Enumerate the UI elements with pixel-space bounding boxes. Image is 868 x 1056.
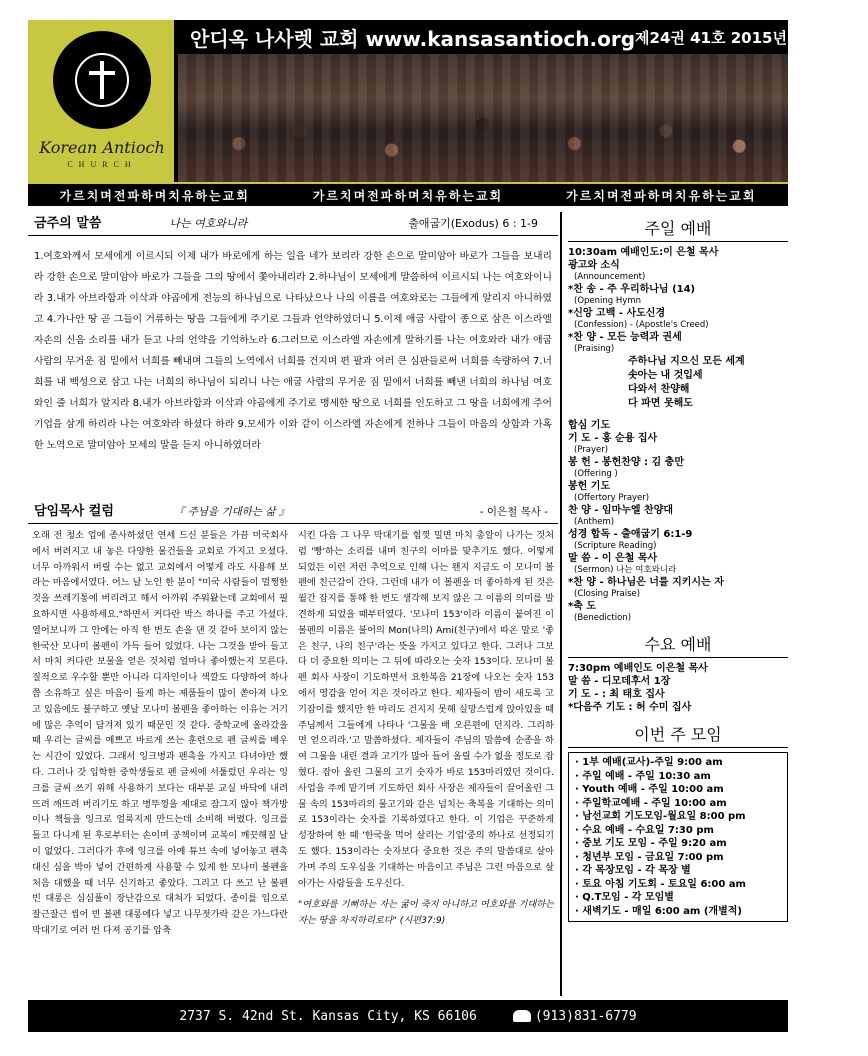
meeting-item: · Q.T모임 - 각 모임별	[575, 892, 674, 903]
column-text-right-wrap	[298, 528, 554, 939]
meeting-item: · 각 목장모임 - 각 목장 별	[575, 865, 691, 876]
worship-item-en: (Scripture Reading)	[574, 541, 657, 551]
column-subtitle: 『 주님을 기대하는 삶 』	[173, 506, 290, 518]
meeting-item: · Youth 예배 - 주일 10:00 am	[575, 784, 724, 795]
motto-3: 가르치며전파하며치유하는교회	[566, 188, 757, 203]
worship-item: 말 씀 - 이 은철 목사	[568, 553, 658, 564]
meeting-item: · 1부 예배(교사)-주일 9:00 am	[575, 757, 723, 768]
meeting-item: · 주일 예배 - 주일 10:30 am	[575, 770, 711, 782]
worship-item: *찬 송 - 주 우리하나님 (14)	[568, 284, 696, 295]
column-header	[28, 500, 558, 524]
praise-lyrics	[628, 355, 788, 411]
worship-item: 찬 양 - 임마누엘 찬양대	[568, 505, 674, 516]
worship-item-en: (Announcement)	[574, 272, 646, 282]
phone-icon	[513, 1010, 531, 1022]
header	[28, 20, 868, 182]
motto-1: 가르치며전파하며치유하는교회	[59, 188, 250, 203]
church-logo	[28, 20, 176, 182]
title-bar	[178, 20, 868, 54]
motto-bar	[28, 182, 788, 206]
scripture-subtitle: 나는 여호와니라	[169, 217, 248, 230]
worship-item-en: (Offertory Prayer)	[574, 493, 650, 503]
sunday-worship-title: 주일 예배	[568, 216, 788, 242]
praise-line: 주하나님 지으신 모든 세계	[628, 356, 745, 367]
wednesday-line: 7:30pm 예배인도 이은철 목사	[568, 663, 708, 674]
wednesday-lines	[568, 662, 788, 714]
meeting-item: · 토요 아침 기도회 - 토요일 6:00 am	[575, 878, 746, 890]
meetings-list	[568, 752, 788, 922]
worship-item-en: (Offering )	[574, 469, 618, 479]
worship-item: *찬 양 - 모든 능력과 권세	[568, 332, 682, 343]
scripture-header	[28, 212, 558, 236]
column-heading: 담임목사 컬럼	[34, 504, 114, 519]
worship-item-en: (Confession) - (Apostle's Creed)	[574, 320, 709, 330]
wednesday-line: *다음주 기도 : 허 수미 집사	[568, 702, 692, 713]
worship-item: *신앙 고백 - 사도신경	[568, 308, 666, 319]
issue-date: 제24권 41호 2015년 10월 11일	[635, 28, 868, 47]
motto-2: 가르치며전파하며치유하는교회	[312, 188, 504, 203]
congregation-photo	[178, 54, 788, 182]
worship-sermon: (Sermon) 나는 여호와니라	[574, 565, 677, 575]
column-text-left: 오래 전 청소 업에 종사하셨던 연세 드신 분들은 가끔 미국회사에서 버려지고 내 놓은 다양한 물건들을 교회로 가지고 오셨다. 너무 아까워서 버릴 수는 없고 교회에서 어떻게 라도 사용해 보라는 마음에서였다. 어느 날 노인 한 분이 "미국 사람들이 멀쩡한 것을 쓰레기통에 버리려고 해서 아까워 주워왔는데 교회에서 필요하시면 사용하세요."하면서 커다란 박스 하나를 주고 가셨다. 열어보니까 그 안에는 아직 한 번도 손을 댄 것 같아 보이지 않는 한국산 모나미 볼펜이 가득 들어 있었다. 나는 그것을 받아 들고서 마치 커다란 보물을 얻은 것처럼 얼마나 좋아했는지 모른다. 질적으로 우수할 뿐만 아니라 디자인이나 색깔도 다양하여 하나쯤 소유하고 싶은 마음이 들게 하는 제품들이 많이 쏟아져 나오고 있음에도 불구하고 옛날 모나미 볼펜을 좋아하는 이유는 거기에 많은 추억이 담겨져 있기 때문인 것 같다. 중학교에 올라갔을 때 우리는 글씨를 예쁘고 바르게 쓰는 훈련으로 펜 글씨를 배우는 시간이 있었다. 그래서 잉크병과 펜촉을 가지고 다녀야만 했다. 그러나 갓 입학한 중학생들로 펜 글씨에 서툴렀던 우리는 잉크를 글씨 쓰기 위해 사용하기 보다는 대부분 교실 바닥에 내려뜨려 깨뜨려 버리기도 하고 병뚜껑을 제대로 잠그지 않아 책가방이나 책들을 잉크로 얼룩지게 만드는데 소비해 버렸다. 잉크를 들고 다니게 된 후로부터는 손이며 공책이며 교복이 깨끗해질 날이 없었다. 그러다가 후에 잉크를 아예 튜브 속에 넣어놓고 펜촉대신 심을 박아 넣어 간편하게 사용할 수 있게 한 모나미 볼펜을 처음 대했을 때 너무 신기하고 좋았다. 그리고 다 쓰고 난 볼펜 빈 대롱은 심심풀이 장난감으로 대쳐가 되었다. 종이를 입으로 잘근잘근 씹어 빈 볼펜 대롱에다 넣고 나무젓가락 같은 가느다란 막대기로 여러 번 다져 공기를 압축	[32, 530, 288, 936]
praise-line: 솟아는 내 것입세	[628, 370, 703, 381]
footer	[28, 1000, 788, 1032]
meeting-item: · 중보 기도 모임 - 주일 9:20 am	[575, 838, 727, 849]
wednesday-line: 기 도 - : 최 태호 집사	[568, 689, 665, 700]
column-body	[28, 524, 558, 939]
bulletin-page	[28, 20, 868, 1040]
left-column	[28, 212, 558, 939]
meeting-item: · 주일학교예배 - 주일 10:00 am	[575, 797, 727, 809]
worship-item: 광고와 소식	[568, 260, 620, 271]
worship-item: 성경 합독 - 출애굽기 6:1-9	[568, 529, 693, 540]
worship-time: 10:30am 예배인도:이 은철 목사	[568, 247, 719, 258]
wednesday-worship-title: 수요 예배	[568, 632, 788, 658]
nazarene-seal-icon	[50, 28, 154, 132]
right-column	[560, 212, 788, 996]
meeting-item: · 청년부 모임 - 금요일 7:00 pm	[575, 851, 724, 863]
worship-item-en: (Prayer)	[574, 445, 609, 455]
church-address: 2737 S. 42nd St. Kansas City, KS 66106	[179, 1008, 477, 1024]
praising-label: (Praising)	[574, 344, 615, 354]
scripture-heading: 금주의 말씀	[34, 216, 102, 231]
worship-item-en: (Anthem)	[574, 517, 615, 527]
worship-item: 기 도 - 홍 순용 집사	[568, 433, 658, 444]
meeting-item: · 남선교회 기도모임-월요일 8:00 pm	[575, 811, 746, 822]
worship-item: 봉 헌 - 봉헌찬양 : 김 충만	[568, 457, 684, 468]
column-author: - 이은철 목사 -	[479, 506, 548, 518]
logo-name: Korean Antioch	[39, 138, 165, 157]
worship-item: *찬 양 - 하나님은 너를 지키시는 자	[568, 577, 724, 588]
column-quote: "여호와를 기뻐하는 자는 굶어 죽지 아니하고 여호와를 기대하는 자는 땅을 차지하리로다" (시편37:9)	[298, 899, 554, 927]
logo-church: CHURCH	[67, 160, 137, 169]
meeting-item: · 새벽기도 - 매일 6:00 am (개별적)	[575, 905, 742, 917]
worship-item: 합심 기도	[568, 420, 611, 431]
praise-line: 다와서 찬양해	[628, 384, 690, 395]
worship-item: 봉헌 기도	[568, 481, 611, 492]
church-phone: (913)831-6779	[534, 1008, 637, 1024]
scripture-text: 1.여호와께서 모세에게 이르시되 이제 내가 바로에게 하는 일을 네가 보리라 강한 손으로 말미암아 바로가 그들을 보내리라 강한 손으로 말미암아 바로가 그들을 그의 땅에서 쫓아내리라 2.하나님이 모세에게 말씀하여 이르시되 나는 여호와이니라 3.내가 아브라함과 이삭과 야곱에게 전능의 하나님으로 나타났으나 나의 이름을 여호와로는 그들에게 알리지 아니하였고 4.가나안 땅 곧 그들이 거류하는 땅을 그들에게 주기로 그들과 언약하였더니 5.이제 애굽 사람이 종으로 삼은 이스라엘 자손의 신음 소리를 내가 듣고 나의 언약을 기억하노라 6.그러므로 이스라엘 자손에게 말하기를 나는 여호와라 내가 애굽 사람의 무거운 짐 밑에서 너희를 빼내며 그들의 노역에서 너희를 건지며 편 팔과 여러 큰 심판들로써 너희를 속량하여 7.너희를 내 백성으로 삼고 나는 너희의 하나님이 되리니 나는 애굽 사람의 무거운 짐 밑에서 너희를 빼낸 너희의 하나님 여호와인 줄 너희가 알지라 8.내가 아브라함과 이삭과 야곱에게 주기로 맹세한 땅으로 너희를 인도하고 그 땅을 너희에게 주어 기업을 삼게 하리라 나는 여호와라 하셨다 하라 9.모세가 이와 같이 이스라엘 자손에게 전하나 그들이 마음의 상함과 가혹한 노역으로 말미암아 모세의 말을 듣지 아니하였더라	[34, 251, 552, 451]
column-text-right: 시킨 다음 그 나무 막대기를 힘껏 밀면 마치 총알이 나가는 것처럼 '빵'하는 소리를 내며 친구의 이마를 맞추기도 했다. 어떻게 되었든 이런 저런 추억으로 인해 나는 왠지 지금도 이 모나미 볼펜에 친근감이 간다. 그런데 내가 이 볼펜을 더 좋아하게 된 것은 월간 잡지를 통해 한 번도 생각해 보지 않은 그 이름의 의미를 발견하게 되었을 때부터였다. '모나미 153'이라 이름이 붙여진 이 볼펜의 이름은 불어의 Mon(나의) Ami(친구)에서 따온 말로 '좋은 친구, 나의 친구'라는 뜻을 가지고 있다고 한다. 그러나 그보다 더 중요한 의미는 그 뒤에 따라오는 숫자 153이다. 모나미 볼펜 회사 사장이 기도하면서 요한복음 21장에 나오는 숫자 153에서 영감을 얻어 지은 것이라고 한다. 제자들이 밤이 새도록 고기잡이를 했지만 한 마리도 건지지 못해 실망스럽게 앉아있을 때 주님께서 그들에게 나타나 '그물을 배 오른편에 던지라. 그리하면 얻으리라.'고 말씀하셨다. 제자들이 주님의 말씀에 순종을 하여 그물을 내린 결과 고기가 많아 들어 올릴 수가 없을 정도로 잡혔다. 잡아 올린 그물의 고기 숫자가 바로 153마리였던 것이다. 사업을 주께 맡기며 기도하던 회사 사장은 제자들이 끌어올린 그물 속의 153마리의 물고기와 같은 넘치는 축복을 기대하는 의미로 153이라는 숫자를 기록하였다고 한다. 이 기업은 꾸준하게 성장하여 한 때 '한국을 먹어 살리는 기업'중의 하나로 선정되기도 했다. 153이라는 숫자보다 중요한 것은 주의 말씀대로 살아가며 주의 도우심을 기대하는 마음이고 주님은 그런 마음으로 살아가는 사람들을 도우신다.	[298, 530, 554, 889]
meetings-title: 이번 주 모임	[568, 722, 788, 748]
worship-item-en: (Benediction)	[574, 613, 632, 623]
wednesday-line: 말 씀 - 디모데후서 1장	[568, 676, 671, 687]
scripture-reference: 출애굽기(Exodus) 6 : 1-9	[408, 217, 538, 230]
worship-item: *축 도	[568, 601, 597, 612]
church-title: 안디옥 나사렛 교회 www.kansasantioch.org	[190, 26, 636, 51]
meeting-item: · 수요 예배 - 수요일 7:30 pm	[575, 824, 714, 836]
worship-item-en: (Closing Praise)	[574, 589, 641, 599]
worship-item-en: (Opening Hymn	[574, 296, 641, 306]
worship-items	[568, 259, 788, 624]
praise-line: 다 파면 못해도	[628, 398, 693, 409]
